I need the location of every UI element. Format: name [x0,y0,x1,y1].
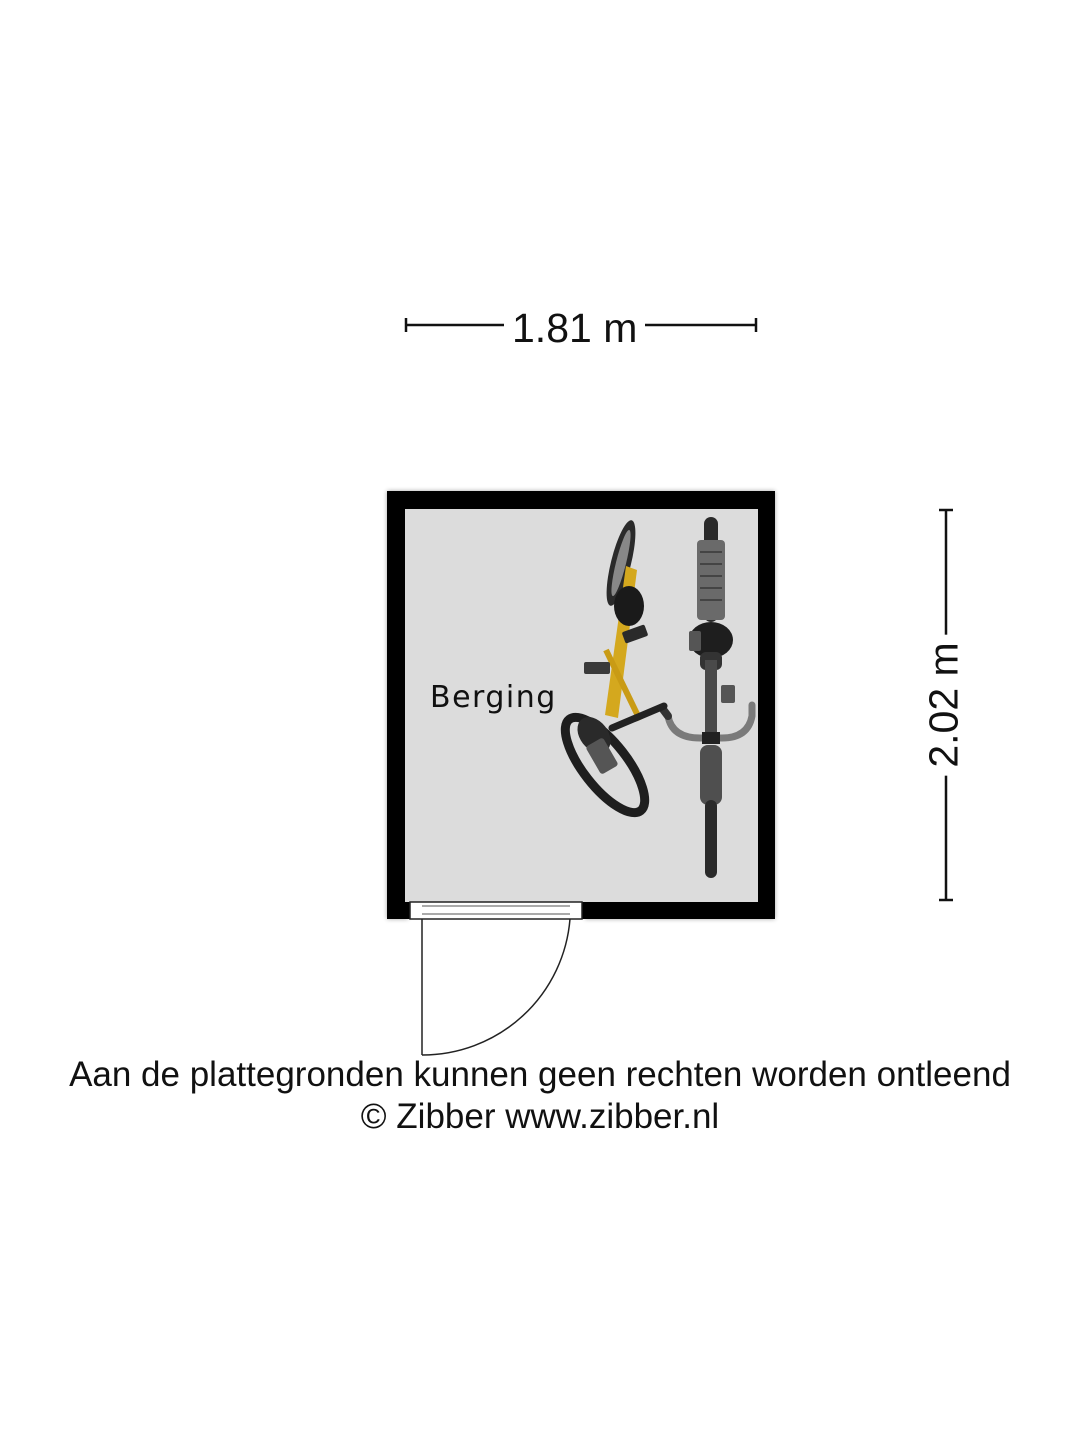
room-label-berging: Berging [430,680,557,715]
copyright-text: © Zibber www.zibber.nl [360,1097,720,1136]
width-dimension-label: 1.81 m [504,308,645,349]
disclaimer-text: Aan de plattegronden kunnen geen rechten worden ontleend [69,1055,1011,1094]
door-swing-arc [422,919,570,1055]
height-dimension-label: 2.02 m [924,634,965,775]
door [410,902,582,1055]
